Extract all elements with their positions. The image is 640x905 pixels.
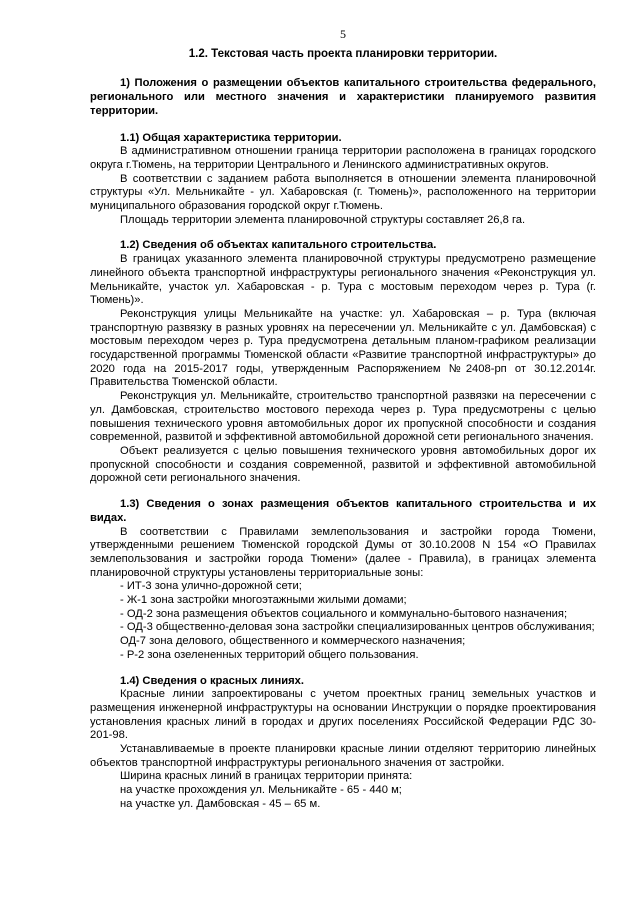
paragraph: Площадь территории элемента планировочной структуры составляет 26,8 га. xyxy=(120,213,526,226)
list-item: на участке ул. Дамбовская - 45 – 65 м. xyxy=(120,797,321,810)
list-item: на участке прохождения ул. Мельникайте - 65 - 440 м; xyxy=(120,784,402,797)
section-capital-construction xyxy=(90,239,596,486)
paragraph: Объект реализуется с целью повышения технического уровня автомобильных дорог их пропускной способности и создания современной, развитой и эффективной автомобильной дорожной сети регионального значения. xyxy=(90,444,596,485)
list-item: - ОД-3 общественно-деловая зона застройки специализированных центров обслуживания; xyxy=(120,621,595,634)
list-item: - Ж-1 зона застройки многоэтажными жилыми домами; xyxy=(120,594,407,607)
list-item: - Р-2 зона озелененных территорий общего пользования. xyxy=(120,648,419,661)
section-heading: 1.4) Сведения о красных линиях. xyxy=(120,674,304,687)
page-number: 5 xyxy=(340,27,346,41)
paragraph: В административном отношении граница территории расположена в границах городского округа г.Тюмень, на территории Центрального и Ленинского административных округов. xyxy=(90,145,596,171)
section-heading: 1.1) Общая характеристика территории. xyxy=(120,131,342,144)
paragraph: В границах указанного элемента планировочной структуры предусмотрено размещение линейного объекта транспортной инфраструктуры регионального значения «Реконструкция ул. Мельникайте, участок ул. Хабаровская - р. Тура с мостовым переходом через р. Тура (г. Тюмень)». xyxy=(90,253,596,307)
list-item: - ОД-2 зона размещения объектов социального и коммунально-бытового назначения; xyxy=(120,607,568,620)
paragraph: Красные линии запроектированы с учетом проектных границ земельных участков и размещения инженерной инфраструктуры на основании Инструкции о порядке проектирования установления красных линий в городах и других поселениях Российской Федерации РДС 30-201-98. xyxy=(90,688,596,742)
list-item: - ИТ-3 зона улично-дорожной сети; xyxy=(120,580,302,593)
paragraph: В соответствии с Правилами землепользования и застройки города Тюмени, утвержденными решением Тюменской городской Думы от 30.10.2008 N 154 «О Правилах землепользования и застройки города Тюмени» (далее - Правила), в границах элемента планировочной структуры установлены территориальные зоны: xyxy=(90,525,596,579)
paragraph: Ширина красных линий в границах территории принята: xyxy=(120,770,413,783)
paragraph: В соответствии с заданием работа выполняется в отношении элемента планировочной структуры «Ул. Мельникайте - ул. Хабаровская (г. Тюмень)», расположенного на территории муниципального образования городской округ г.Тюмень. xyxy=(90,172,596,213)
document-title: 1.2. Текстовая часть проекта планировки территории. xyxy=(188,47,498,60)
paragraph: Реконструкция ул. Мельникайте, строительство транспортной развязки на пересечении с ул. Дамбовская, строительство мостового перехода через р. Тура предусмотрены с целью повышения технического уровня автомобильных дорог их пропускной способности и создания современной, развитой и эффективной автомобильной дорожной сети регионального значения. xyxy=(90,390,596,444)
paragraph: Устанавливаемые в проекте планировки красные линии отделяют территорию линейных объектов транспортной инфраструктуры регионального значения от застройки. xyxy=(90,743,596,769)
main-heading: 1) Положения о размещении объектов капитального строительства федерального, регионального или местного значения и характеристики планируемого развития территории. xyxy=(90,77,596,117)
section-red-lines xyxy=(90,675,596,812)
paragraph: Реконструкция улицы Мельникайте на участке: ул. Хабаровская – р. Тура (включая транспортную развязку в разных уровнях на пересечении ул. Мельникайте с ул. Дамбовская) с мостовым переходом через р. Тура предусмотрена детальным планом-графиком реализации государственной программы Тюменской области «Развитие транспортной инфраструктуры» до 2020 года на 2015-2017 годы, утвержденным Распоряжением №2408-рп от 30.12.2014г. Правительства Тюменской области. xyxy=(90,307,596,389)
section-heading: 1.3) Сведения о зонах размещения объектов капитального строительства и их видах. xyxy=(90,498,596,524)
section-zones xyxy=(90,498,596,662)
section-general-characteristics xyxy=(90,132,596,228)
section-heading: 1.2) Сведения об объектах капитального строительства. xyxy=(120,239,437,252)
list-item: ОД-7 зона делового, общественного и коммерческого назначения; xyxy=(120,635,466,648)
